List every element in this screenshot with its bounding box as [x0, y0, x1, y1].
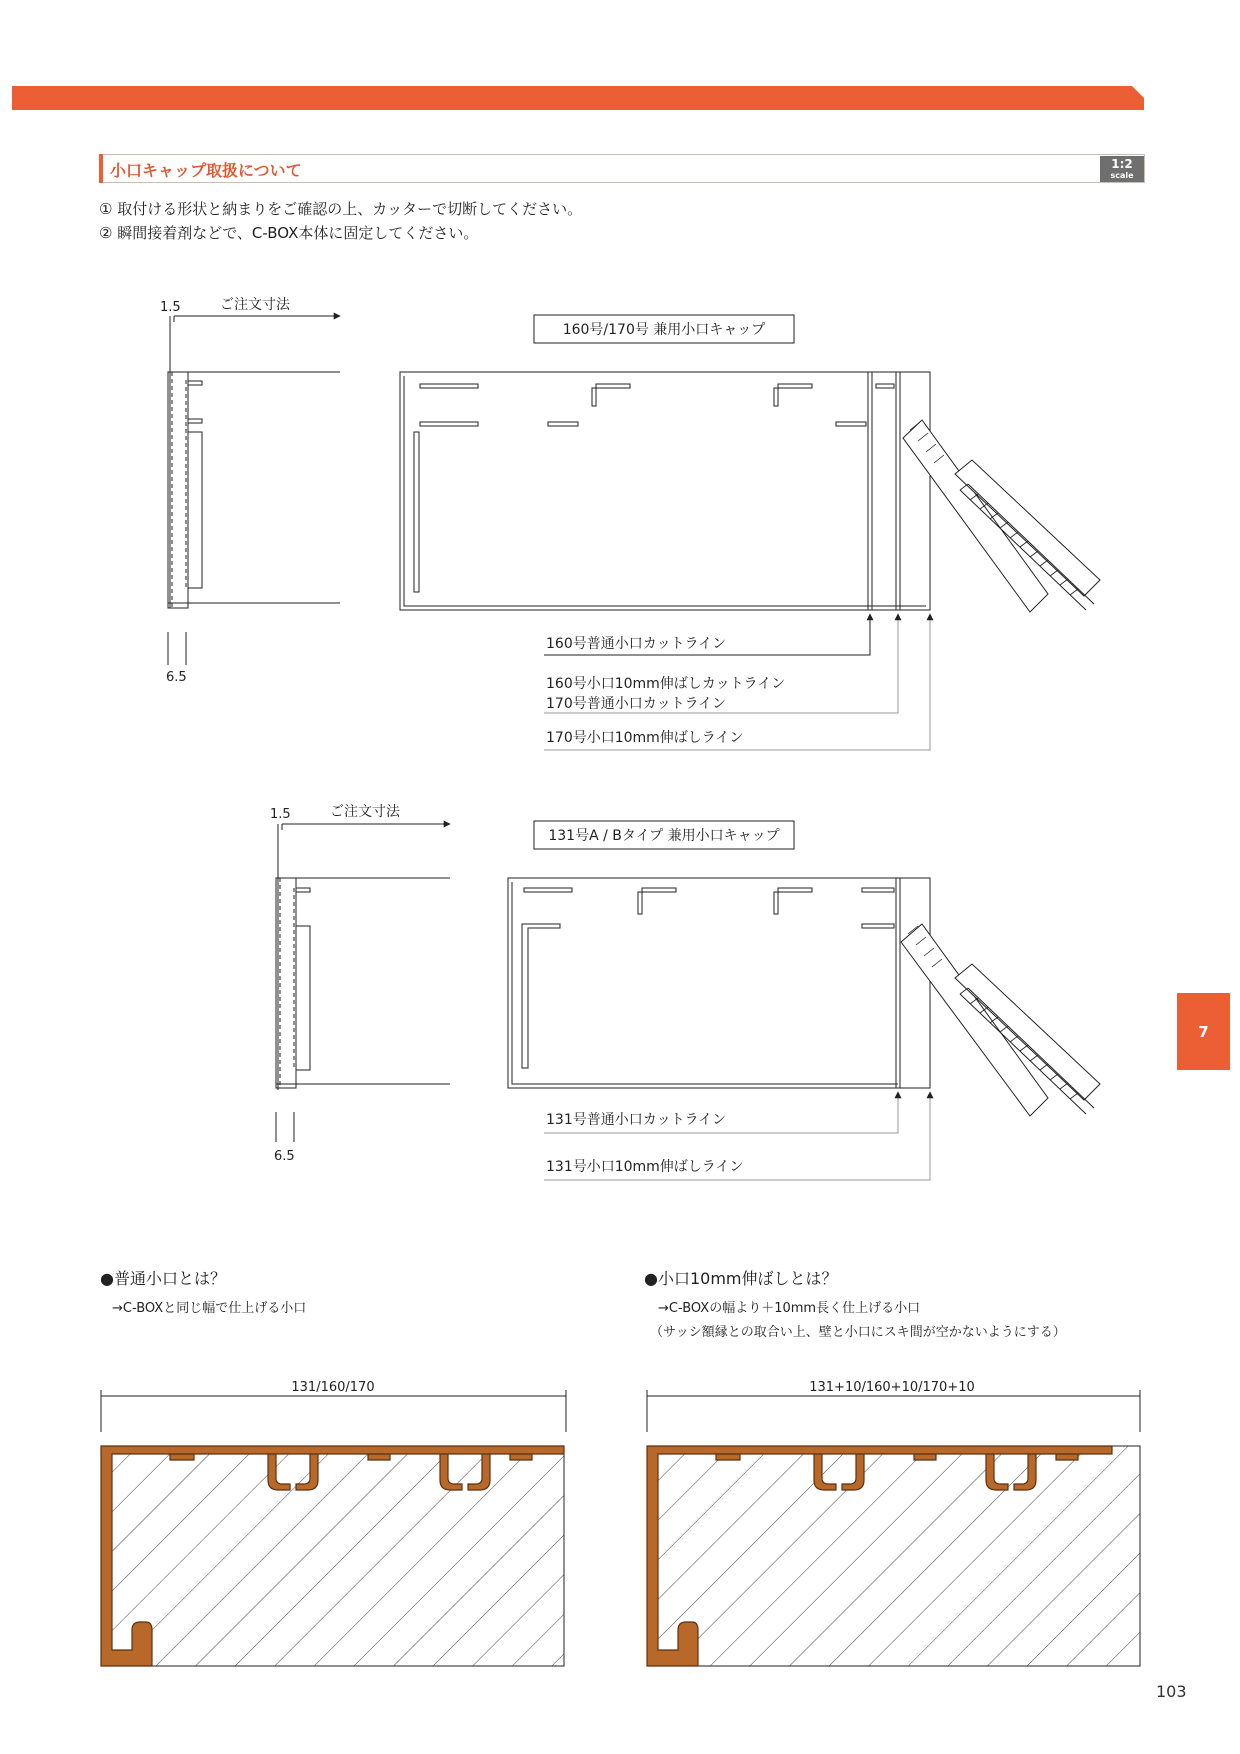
order-size-label-2: ご注文寸法 [330, 804, 400, 820]
extended-dimension: 131+10/160+10/170+10 [809, 1380, 975, 1395]
front-view-1 [400, 372, 930, 610]
diagram-1 [160, 296, 1100, 750]
explanation-extended [644, 1269, 1140, 1666]
scale-ratio: 1:2 [1111, 157, 1133, 171]
extended-desc: →C-BOXの幅より＋10mm長く仕上げる小口 [658, 1301, 921, 1316]
normal-desc: →C-BOXと同じ幅で仕上げる小口 [112, 1301, 307, 1316]
instruction-2: ② 瞬間接着剤などで、C-BOX本体に固定してください。 [99, 224, 479, 242]
order-size-label-1: ご注文寸法 [220, 297, 290, 313]
dim-bottom-1: 6.5 [166, 670, 187, 685]
explanation-normal [100, 1269, 566, 1666]
cap-label-1: 160号/170号 兼用小口キャップ [562, 322, 766, 338]
normal-section-hatch [101, 1446, 564, 1666]
dim-bottom-2: 6.5 [274, 1149, 295, 1164]
cutline-131-normal: 131号普通小口カットライン [546, 1112, 727, 1128]
cutter-knife-icon-2 [901, 924, 1100, 1116]
normal-heading: ●普通小口とは？ [100, 1269, 226, 1288]
cutline-131-extended: 131号小口10mm伸ばしライン [546, 1159, 744, 1175]
cutline-170-extended: 170号小口10mm伸ばしライン [546, 730, 744, 746]
cutline-170-normal: 170号普通小口カットライン [546, 696, 727, 712]
extended-heading: ●小口10mm伸ばしとは？ [644, 1269, 838, 1288]
cutline-160-extended: 160号小口10mm伸ばしカットライン [546, 676, 786, 692]
cutline-160-normal: 160号普通小口カットライン [546, 636, 727, 652]
extended-note: （サッシ額縁との取合い上、壁と小口にスキ間が空かないようにする） [650, 1325, 1066, 1340]
side-view-1 [168, 316, 340, 665]
instruction-1: ① 取付ける形状と納まりをご確認の上、カッターで切断してください。 [99, 200, 583, 218]
page-number: 103 [1156, 1682, 1187, 1701]
dim-top-1: 1.5 [160, 300, 181, 315]
extended-section-hatch [647, 1446, 1140, 1666]
section-title: 小口キャップ取扱について [110, 161, 302, 180]
chapter-tab[interactable]: 7 [1177, 993, 1230, 1070]
cap-label-2: 131号A / Bタイプ 兼用小口キャップ [548, 828, 780, 844]
normal-dimension: 131/160/170 [291, 1380, 375, 1395]
dim-top-2: 1.5 [270, 807, 291, 822]
side-view-2 [276, 824, 450, 1142]
cutter-knife-icon [903, 420, 1100, 612]
scale-word: scale [1110, 171, 1134, 180]
front-view-2 [508, 878, 930, 1088]
diagram-2 [270, 803, 1100, 1180]
